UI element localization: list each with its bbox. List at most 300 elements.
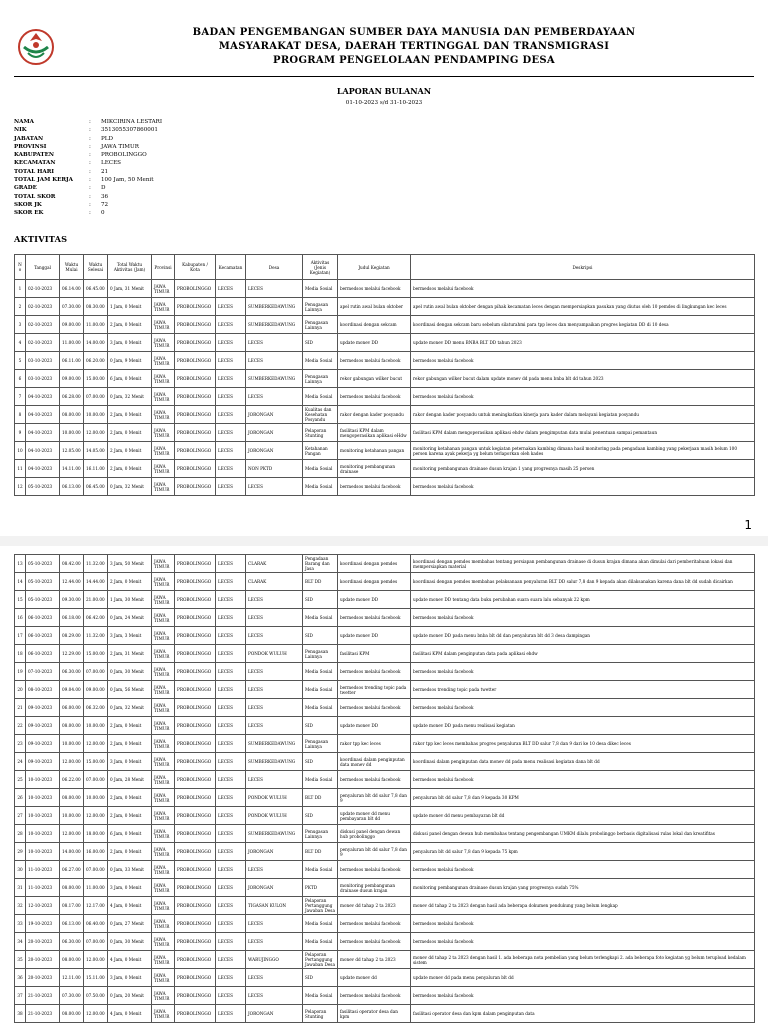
table-cell: 3 Jam, 0 Menit <box>108 969 152 987</box>
table-cell: JAWA TIMUR <box>152 969 175 987</box>
table-cell: 10-10-2023 <box>26 807 60 825</box>
table-row <box>15 609 755 627</box>
info-label: TOTAL SKOR <box>14 193 56 200</box>
table-cell: bermedsos melalui facebook <box>411 987 755 1005</box>
table-cell: 11.00.00 <box>84 879 108 897</box>
table-cell: PKTD <box>303 879 338 897</box>
table-cell: update monev dd pada menu penyaluran blt dd <box>411 969 755 987</box>
table-cell: 2 Jam, 0 Menit <box>108 717 152 735</box>
table-cell: SUMBERKEDAWUNG <box>246 370 303 388</box>
table-cell: 19 <box>15 663 26 681</box>
table-cell: TIGASAN KULON <box>246 897 303 915</box>
table-cell: 02-10-2023 <box>26 298 60 316</box>
table-cell: 03-10-2023 <box>26 352 60 370</box>
table-header-row <box>15 255 755 280</box>
table-cell: LECES <box>246 771 303 789</box>
table-cell: 05-10-2023 <box>26 591 60 609</box>
table-cell: monev dd tahap 2 ta 2023 <box>338 897 411 915</box>
table-row <box>15 879 755 897</box>
table-cell: 07.30.00 <box>60 298 84 316</box>
table-cell: Media Sosial <box>303 352 338 370</box>
info-label: PROVINSI <box>14 143 47 150</box>
table-cell: LECES <box>216 370 246 388</box>
table-cell: LECES <box>246 609 303 627</box>
table-cell: fasilitasi KPM dalam mengoperasikan aplikasi ehdw dalam pengimputan data mulai penentuan sampai pemantaun <box>411 424 755 442</box>
table-cell: 12-10-2023 <box>26 897 60 915</box>
info-value: 21 <box>101 168 109 175</box>
table-cell: 33 <box>15 915 26 933</box>
column-header: Deskripsi <box>411 255 755 280</box>
table-row <box>15 316 755 334</box>
table-cell: 0 Jam, 32 Menit <box>108 478 152 496</box>
table-cell: JAWA TIMUR <box>152 478 175 496</box>
table-cell: 7 <box>15 388 26 406</box>
info-value: 36 <box>101 193 109 200</box>
table-cell: 3 Jam, 0 Menit <box>108 334 152 352</box>
table-cell: PROBOLINGGO <box>175 717 216 735</box>
column-header: No <box>15 255 26 280</box>
table-cell: JAWA TIMUR <box>152 699 175 717</box>
table-cell: Media Sosial <box>303 280 338 298</box>
table-cell: 20-10-2023 <box>26 969 60 987</box>
table-cell: JORONGAN <box>246 406 303 424</box>
table-cell: 12.44.00 <box>60 573 84 591</box>
table-cell: 3 Jam, 0 Menit <box>108 753 152 771</box>
table-cell: 4 Jam, 0 Menit <box>108 951 152 969</box>
table-row <box>15 298 755 316</box>
table-row <box>15 681 755 699</box>
table-row <box>15 280 755 298</box>
table-cell: JAWA TIMUR <box>152 352 175 370</box>
table-cell: JAWA TIMUR <box>152 316 175 334</box>
table-cell: 11.00.00 <box>60 334 84 352</box>
table-cell: rakor dengan kader posyandu <box>338 406 411 424</box>
table-cell: fasilitasi operator desa dan kpm dalam penginputan data <box>411 1005 755 1023</box>
table-row <box>15 627 755 645</box>
info-row <box>14 176 162 184</box>
table-row <box>15 753 755 771</box>
info-row <box>14 135 162 143</box>
table-cell: 1 Jam, 30 Menit <box>108 591 152 609</box>
table-cell: 1 Jam, 0 Menit <box>108 298 152 316</box>
table-cell: 10-10-2023 <box>26 771 60 789</box>
info-row <box>14 209 162 217</box>
table-cell: 2 Jam, 0 Menit <box>108 460 152 478</box>
table-cell: LECES <box>216 735 246 753</box>
table-cell: 12.00.00 <box>84 807 108 825</box>
table-cell: PROBOLINGGO <box>175 897 216 915</box>
table-cell: fasilitasi operator desa dan kpm <box>338 1005 411 1023</box>
table-cell: JAWA TIMUR <box>152 406 175 424</box>
table-cell: Kualitas dan Kesehatan Posyandu <box>303 406 338 424</box>
table-cell: 02-10-2023 <box>26 280 60 298</box>
table-cell: LECES <box>216 460 246 478</box>
report-date-range: 01-10-2023 s/d 31-10-2023 <box>345 100 423 106</box>
table-cell: 12.29.00 <box>60 645 84 663</box>
table-cell: PROBOLINGGO <box>175 352 216 370</box>
table-cell: 19-10-2023 <box>26 915 60 933</box>
table-cell: 3 Jam, 50 Menit <box>108 555 152 573</box>
table-cell: bermedsos melalui facebook <box>338 663 411 681</box>
table-cell: 06.28.00 <box>60 388 84 406</box>
table-cell: LECES <box>216 316 246 334</box>
table-cell: 06.45.00 <box>84 280 108 298</box>
table-cell: 21-10-2023 <box>26 987 60 1005</box>
table-cell: bermedsos melalui facebook <box>338 861 411 879</box>
table-cell: koordinasi dalam penginputan data monev dd pada menu realisasi kegiatan dana blt dd <box>411 753 755 771</box>
table-cell: Penugasan Lainnya <box>303 645 338 663</box>
table-cell: 10.00.00 <box>84 406 108 424</box>
table-cell: LECES <box>216 1005 246 1023</box>
table-cell: 12.11.00 <box>60 969 84 987</box>
table-cell: 34 <box>15 933 26 951</box>
info-row <box>14 118 162 126</box>
table-cell: 06-10-2023 <box>26 645 60 663</box>
table-cell: bermedsos melalui facebook <box>338 609 411 627</box>
table-cell: 10.00.00 <box>60 735 84 753</box>
org-line-2: MASYARAKAT DESA, DAERAH TERTINGGAL DAN TRANSMIGRASI <box>218 41 610 52</box>
table-cell: 2 Jam, 0 Menit <box>108 735 152 753</box>
info-colon: : <box>89 127 91 134</box>
table-cell: PROBOLINGGO <box>175 933 216 951</box>
table-row <box>15 573 755 591</box>
table-row <box>15 933 755 951</box>
table-cell: JAWA TIMUR <box>152 987 175 1005</box>
table-row <box>15 460 755 478</box>
table-cell: LECES <box>216 897 246 915</box>
table-cell: 10.00.00 <box>84 789 108 807</box>
table-cell: 12.17.00 <box>84 897 108 915</box>
table-cell: JAWA TIMUR <box>152 753 175 771</box>
table-cell: LECES <box>216 627 246 645</box>
table-cell: PROBOLINGGO <box>175 987 216 1005</box>
table-cell: LECES <box>216 969 246 987</box>
table-cell: penyaluran blt dd salur 7,8 dan 9 kepada 30 KPM <box>411 789 755 807</box>
table-cell: 37 <box>15 987 26 1005</box>
info-row <box>14 159 162 167</box>
table-cell: 06.22.00 <box>60 771 84 789</box>
table-cell: bermedsos trending topic pada twetter <box>411 681 755 699</box>
info-colon: : <box>89 119 91 125</box>
table-cell: PROBOLINGGO <box>175 388 216 406</box>
table-cell: fasilitasi KPM dalam penginputan data pada aplikasi ehdw <box>411 645 755 663</box>
table-cell: Pelaporan Pertanggung Jawaban Desa <box>303 897 338 915</box>
info-row <box>14 126 162 134</box>
table-cell: PROBOLINGGO <box>175 681 216 699</box>
table-cell: LECES <box>216 352 246 370</box>
table-row <box>15 951 755 969</box>
table-cell: LECES <box>246 681 303 699</box>
table-cell: PONDOK WULUH <box>246 645 303 663</box>
table-cell: 09.30.00 <box>60 591 84 609</box>
table-row <box>15 663 755 681</box>
org-line-1: BADAN PENGEMBANGAN SUMBER DAYA MANUSIA DAN PEMBERDAYAAN <box>192 27 636 38</box>
info-colon: : <box>89 201 91 208</box>
info-label: TOTAL HARI <box>14 168 55 175</box>
table-cell: 06.13.00 <box>60 478 84 496</box>
table-cell: 05-10-2023 <box>26 555 60 573</box>
table-cell: JAWA TIMUR <box>152 825 175 843</box>
table-row <box>15 555 755 573</box>
table-cell: BLT DD <box>303 573 338 591</box>
table-cell: 15 <box>15 591 26 609</box>
info-row <box>14 168 162 176</box>
table-cell: 2 Jam, 0 Menit <box>108 807 152 825</box>
table-cell: Media Sosial <box>303 699 338 717</box>
table-cell: 10 <box>15 442 26 460</box>
table-cell: PROBOLINGGO <box>175 753 216 771</box>
table-cell: bermedsos melalui facebook <box>338 352 411 370</box>
table-cell: 13 <box>15 555 26 573</box>
table-cell: 06.32.00 <box>84 699 108 717</box>
table-cell: bermedsos melalui facebook <box>411 663 755 681</box>
table-cell: 2 Jam, 0 Menit <box>108 406 152 424</box>
table-cell: 15.00.00 <box>84 370 108 388</box>
table-cell: JAWA TIMUR <box>152 627 175 645</box>
table-cell: LECES <box>216 807 246 825</box>
table-cell: 6 Jam, 0 Menit <box>108 825 152 843</box>
table-cell: 14 <box>15 573 26 591</box>
table-cell: 06.14.00 <box>60 280 84 298</box>
table-cell: PROBOLINGGO <box>175 1005 216 1023</box>
table-cell: PROBOLINGGO <box>175 879 216 897</box>
table-cell: 07.00.00 <box>84 663 108 681</box>
table-cell: SUMBERKEDAWUNG <box>246 735 303 753</box>
table-cell: bermedsos melalui facebook <box>411 280 755 298</box>
table-cell: SID <box>303 334 338 352</box>
table-row <box>15 388 755 406</box>
table-cell: JORONGAN <box>246 424 303 442</box>
table-cell: 10.00.00 <box>60 807 84 825</box>
table-cell: bermedsos melalui facebook <box>411 478 755 496</box>
table-cell: bermedsos melalui facebook <box>411 915 755 933</box>
table-cell: fasilitasi KPM <box>338 645 411 663</box>
table-cell: LECES <box>216 789 246 807</box>
table-cell: 20 <box>15 681 26 699</box>
table-row <box>15 807 755 825</box>
page-separator <box>0 536 768 546</box>
table-cell: 10-10-2023 <box>26 825 60 843</box>
table-cell: LECES <box>246 987 303 1005</box>
table-cell: LECES <box>246 352 303 370</box>
table-cell: LECES <box>216 280 246 298</box>
header-rule <box>14 76 754 77</box>
table-cell: 11-10-2023 <box>26 861 60 879</box>
table-cell: PROBOLINGGO <box>175 555 216 573</box>
table-cell: 4 Jam, 0 Menit <box>108 1005 152 1023</box>
table-row <box>15 370 755 388</box>
table-cell: monitoring ketahanan pangan <box>338 442 411 460</box>
table-cell: JAWA TIMUR <box>152 388 175 406</box>
table-cell: 16.11.00 <box>84 460 108 478</box>
table-cell: BLT DD <box>303 789 338 807</box>
table-cell: JAWA TIMUR <box>152 681 175 699</box>
table-row <box>15 789 755 807</box>
table-row <box>15 334 755 352</box>
table-cell: LECES <box>216 753 246 771</box>
table-cell: LECES <box>246 861 303 879</box>
table-cell: JAWA TIMUR <box>152 717 175 735</box>
activity-table-page-2 <box>14 554 755 1023</box>
table-cell: 06.11.00 <box>60 352 84 370</box>
table-cell: 06.42.00 <box>84 609 108 627</box>
table-cell: rakor dengan kader posyandu untuk meningkatkan kinerja para kader dalam melayani kegiatan posyandu <box>411 406 755 424</box>
table-cell: 05-10-2023 <box>26 573 60 591</box>
info-value: PLD <box>101 135 113 142</box>
table-cell: 06.13.00 <box>60 915 84 933</box>
table-cell: SID <box>303 591 338 609</box>
table-cell: apel rutin awal bulan oktober <box>338 298 411 316</box>
table-cell: PROBOLINGGO <box>175 573 216 591</box>
column-header: Provinsi <box>152 255 175 280</box>
table-cell: diskusi panel dengan dewan hub membahas tentang pengembangan UMKM dilalu probolinggo berbasis digitalisasi rulas lokal dan kreatifitas <box>411 825 755 843</box>
table-cell: 32 <box>15 897 26 915</box>
table-cell: 08.17.00 <box>60 897 84 915</box>
table-cell: LECES <box>246 591 303 609</box>
report-title: LAPORAN BULANAN <box>336 86 432 96</box>
table-row <box>15 424 755 442</box>
table-cell: 08.00.00 <box>60 717 84 735</box>
table-cell: PROBOLINGGO <box>175 591 216 609</box>
table-cell: JAWA TIMUR <box>152 735 175 753</box>
table-cell: monev dd tahap 2 ta 2023 dengan hasil 1. ada beberapa nota pembelian yang belum terlengkapi 2. ada beberapa foto kegiatan yg belum terupload kedalam sistem <box>411 951 755 969</box>
table-cell: 11-10-2023 <box>26 879 60 897</box>
info-colon: : <box>89 168 91 175</box>
info-label: KECAMATAN <box>14 160 56 167</box>
column-header: Kecamatan <box>216 255 246 280</box>
table-cell: 06.20.00 <box>84 352 108 370</box>
table-cell: PROBOLINGGO <box>175 609 216 627</box>
table-cell: LECES <box>216 388 246 406</box>
table-cell: PROBOLINGGO <box>175 789 216 807</box>
table-cell: 08.30.00 <box>84 298 108 316</box>
ministry-emblem-icon <box>16 27 56 67</box>
table-cell: JAWA TIMUR <box>152 442 175 460</box>
table-cell: Media Sosial <box>303 771 338 789</box>
table-cell: update monev DD <box>338 627 411 645</box>
table-cell: 2 Jam, 0 Menit <box>108 442 152 460</box>
table-cell: Penugasan Lainnya <box>303 735 338 753</box>
table-cell: 06-10-2023 <box>26 609 60 627</box>
table-cell: LECES <box>216 987 246 1005</box>
table-cell: 18 <box>15 645 26 663</box>
table-cell: update monev DD pada menu realisasi kegiatan <box>411 717 755 735</box>
table-cell: CLARAK <box>246 555 303 573</box>
info-row <box>14 184 162 192</box>
table-cell: JAWA TIMUR <box>152 789 175 807</box>
table-cell: LECES <box>216 951 246 969</box>
table-cell: 08.00.00 <box>60 789 84 807</box>
info-colon: : <box>89 152 91 159</box>
table-cell: 03-10-2023 <box>26 370 60 388</box>
section-title: AKTIVITAS <box>14 234 68 244</box>
table-cell: 20-10-2023 <box>26 951 60 969</box>
table-cell: Pengadaan Barang dan Jasa <box>303 555 338 573</box>
table-row <box>15 843 755 861</box>
table-cell: 23 <box>15 735 26 753</box>
table-cell: JAWA TIMUR <box>152 645 175 663</box>
table-row <box>15 442 755 460</box>
table-cell: 04-10-2023 <box>26 442 60 460</box>
info-value: 3513055307860001 <box>101 127 158 134</box>
table-cell: 09.00.00 <box>60 316 84 334</box>
table-cell: 07-10-2023 <box>26 663 60 681</box>
table-row <box>15 735 755 753</box>
table-cell: Media Sosial <box>303 609 338 627</box>
table-cell: 0 Jam, 24 Menit <box>108 609 152 627</box>
table-cell: 12.05.00 <box>60 442 84 460</box>
table-cell: PROBOLINGGO <box>175 478 216 496</box>
table-cell: LECES <box>246 627 303 645</box>
table-cell: LECES <box>216 298 246 316</box>
table-cell: 31 <box>15 879 26 897</box>
table-cell: LECES <box>216 406 246 424</box>
table-cell: 4 Jam, 0 Menit <box>108 897 152 915</box>
table-cell: PROBOLINGGO <box>175 442 216 460</box>
table-cell: PROBOLINGGO <box>175 699 216 717</box>
table-cell: 35 <box>15 951 26 969</box>
table-cell: 08.00.00 <box>60 406 84 424</box>
table-cell: 08.29.00 <box>60 627 84 645</box>
info-colon: : <box>89 185 91 192</box>
table-cell: update monev DD pada menu bnba blt dd dan penyaluran blt dd 3 desa dampingan <box>411 627 755 645</box>
table-cell: 1 <box>15 280 26 298</box>
table-cell: bermedsos melalui facebook <box>411 933 755 951</box>
table-cell: 12.00.00 <box>84 1005 108 1023</box>
table-cell: 02-10-2023 <box>26 334 60 352</box>
table-row <box>15 987 755 1005</box>
table-cell: 15.00.00 <box>84 645 108 663</box>
table-cell: Media Sosial <box>303 861 338 879</box>
table-cell: LECES <box>246 717 303 735</box>
table-cell: LECES <box>216 843 246 861</box>
table-cell: PROBOLINGGO <box>175 316 216 334</box>
table-cell: 9 <box>15 424 26 442</box>
table-cell: 04-10-2023 <box>26 388 60 406</box>
info-label: TOTAL JAM KERJA <box>14 177 73 184</box>
table-cell: 09-10-2023 <box>26 735 60 753</box>
table-cell: JAWA TIMUR <box>152 897 175 915</box>
table-cell: 15.00.00 <box>84 753 108 771</box>
table-cell: monitoring ketahanan pangan untuk kegiatan peternakan kambing dimana hasil monitoring pada pengadaan kambing yang pekerjaan masih belum 100 persen karena ayak pekerja yg belum terlaporkan oleh kades <box>411 442 755 460</box>
table-cell: PROBOLINGGO <box>175 370 216 388</box>
info-value: LECES <box>101 160 121 167</box>
table-cell: 36 <box>15 969 26 987</box>
table-cell: 09.00.00 <box>60 370 84 388</box>
table-row <box>15 861 755 879</box>
table-cell: 09.04.00 <box>60 681 84 699</box>
table-row <box>15 771 755 789</box>
table-cell: JAWA TIMUR <box>152 861 175 879</box>
table-cell: JAWA TIMUR <box>152 609 175 627</box>
column-header: Waktu Selesai <box>84 255 108 280</box>
table-cell: 06.27.00 <box>60 861 84 879</box>
table-cell: CLARAK <box>246 573 303 591</box>
table-cell: 3 <box>15 316 26 334</box>
table-cell: JAWA TIMUR <box>152 555 175 573</box>
table-cell: 2 Jam, 0 Menit <box>108 573 152 591</box>
table-cell: bermedsos melalui facebook <box>411 388 755 406</box>
table-cell: bermedsos melalui facebook <box>338 915 411 933</box>
table-cell: 28 <box>15 825 26 843</box>
table-cell: 2 Jam, 0 Menit <box>108 843 152 861</box>
table-cell: Pelaporan Pertanggung Jawaban Desa <box>303 951 338 969</box>
table-row <box>15 478 755 496</box>
table-cell: 0 Jam, 9 Menit <box>108 352 152 370</box>
table-cell: 09.00.00 <box>84 681 108 699</box>
info-colon: : <box>89 160 91 167</box>
column-header: Total Waktu Aktivitas (Jam) <box>108 255 152 280</box>
